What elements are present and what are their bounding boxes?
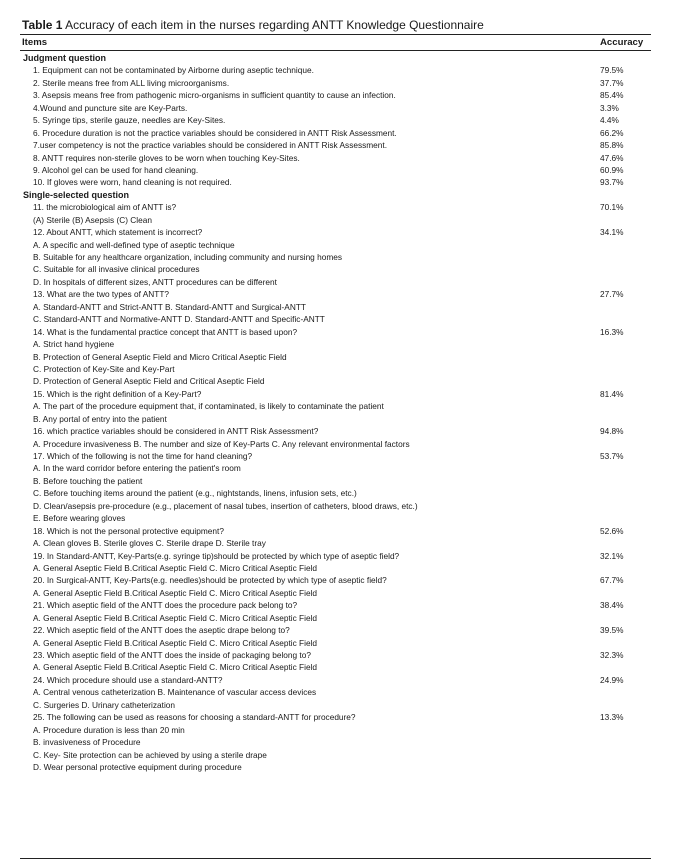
option-row (20, 400, 651, 412)
option-row (20, 661, 651, 673)
accuracy-value: 38.4% (600, 600, 624, 611)
question-text: 20. In Surgical-ANTT, Key-Parts(e.g. needles)should be protected by which type of aseptic field? (33, 575, 387, 586)
question-row (20, 550, 651, 562)
question-text: 4.Wound and puncture site are Key-Parts. (33, 102, 188, 113)
table-caption-text: Accuracy of each item in the nurses regarding ANTT Knowledge Questionnaire (65, 18, 484, 32)
question-text: 16. which practice variables should be considered in ANTT Risk Assessment? (33, 426, 319, 437)
option-row (20, 749, 651, 761)
option-text: A. General Aseptic Field B.Critical Aseptic Field C. Micro Critical Aseptic Field (33, 637, 318, 648)
question-text: 8. ANTT requires non-sterile gloves to be worn when touching Key-Sites. (33, 152, 300, 163)
accuracy-value: 13.3% (600, 712, 624, 723)
question-row (20, 64, 651, 76)
option-text: D. Clean/asepsis pre-procedure (e.g., placement of nasal tubes, insertion of catheters, blood draws, etc.) (33, 500, 418, 511)
question-row (20, 114, 651, 126)
question-row (20, 711, 651, 723)
option-row (20, 301, 651, 313)
question-text: 3. Asepsis means free from pathogenic micro-organisms in sufficient quantity to cause an infection. (33, 90, 396, 101)
option-row (20, 351, 651, 363)
option-row (20, 375, 651, 387)
option-text: A. A specific and well-defined type of aseptic technique (33, 239, 235, 250)
question-text: 14. What is the fundamental practice concept that ANTT is based upon? (33, 326, 298, 337)
question-text: 9. Alcohol gel can be used for hand cleaning. (33, 164, 199, 175)
question-text: 2. Sterile means free from ALL living microorganisms. (33, 77, 230, 88)
question-row (20, 649, 651, 661)
option-row (20, 761, 651, 773)
option-text: B. invasiveness of Procedure (33, 737, 141, 748)
bottom-rule (20, 858, 651, 859)
option-text: B. Protection of General Aseptic Field and Micro Critical Aseptic Field (33, 351, 287, 362)
accuracy-value: 60.9% (600, 164, 624, 175)
accuracy-value: 4.4% (600, 115, 619, 126)
option-text: A. The part of the procedure equipment that, if contaminated, is likely to contaminate the patient (33, 401, 384, 412)
question-row (20, 139, 651, 151)
question-text: 21. Which aseptic field of the ANTT does the procedure pack belong to? (33, 600, 298, 611)
option-row (20, 413, 651, 425)
accuracy-value: 67.7% (600, 575, 624, 586)
option-text: E. Before wearing gloves (33, 513, 126, 524)
question-row (20, 674, 651, 686)
option-text: A. General Aseptic Field B.Critical Aseptic Field C. Micro Critical Aseptic Field (33, 662, 318, 673)
option-row (20, 487, 651, 499)
option-text: D. Protection of General Aseptic Field and Critical Aseptic Field (33, 376, 265, 387)
question-text: 7.user competency is not the practice variables should be considered in ANTT Risk Assessment. (33, 140, 388, 151)
accuracy-value: 79.5% (600, 65, 624, 76)
question-row (20, 77, 651, 89)
option-row (20, 612, 651, 624)
table-body (20, 52, 651, 773)
option-text: A. Central venous catheterization B. Maintenance of vascular access devices (33, 687, 317, 698)
option-text: A. General Aseptic Field B.Critical Aseptic Field C. Micro Critical Aseptic Field (33, 562, 318, 573)
question-row (20, 89, 651, 101)
option-text: B. Before touching the patient (33, 475, 143, 486)
question-text: 18. Which is not the personal protective equipment? (33, 525, 224, 536)
question-text: 11. the microbiological aim of ANTT is? (33, 202, 177, 213)
question-row (20, 164, 651, 176)
question-text: 12. About ANTT, which statement is incorrect? (33, 227, 203, 238)
accuracy-value: 16.3% (600, 326, 624, 337)
question-row (20, 525, 651, 537)
option-text: D. In hospitals of different sizes, ANTT procedures can be different (33, 276, 277, 287)
option-text: C. Suitable for all invasive clinical procedures (33, 264, 200, 275)
accuracy-value: 24.9% (600, 674, 624, 685)
option-row (20, 276, 651, 288)
accuracy-value: 81.4% (600, 388, 624, 399)
option-row (20, 587, 651, 599)
question-row (20, 388, 651, 400)
question-row (20, 574, 651, 586)
accuracy-value: 93.7% (600, 177, 624, 188)
option-row (20, 500, 651, 512)
question-row (20, 326, 651, 338)
question-text: 25. The following can be used as reasons for choosing a standard-ANTT for procedure? (33, 712, 356, 723)
accuracy-value: 85.8% (600, 140, 624, 151)
option-row (20, 239, 651, 251)
option-row (20, 214, 651, 226)
accuracy-value: 39.5% (600, 625, 624, 636)
question-text: 13. What are the two types of ANTT? (33, 289, 170, 300)
question-row (20, 288, 651, 300)
option-row (20, 686, 651, 698)
question-text: 24. Which procedure should use a standard-ANTT? (33, 674, 223, 685)
table-caption-label: Table 1 (22, 18, 63, 32)
option-text: C. Standard-ANTT and Normative-ANTT D. Standard-ANTT and Specific-ANTT (33, 314, 325, 325)
question-row (20, 176, 651, 188)
option-row (20, 338, 651, 350)
question-row (20, 102, 651, 114)
option-text: B. Suitable for any healthcare organization, including community and nursing homes (33, 252, 343, 262)
question-row (20, 599, 651, 611)
accuracy-value: 85.4% (600, 90, 624, 101)
question-text: 22. Which aseptic field of the ANTT does the aseptic drape belong to? (33, 625, 290, 636)
accuracy-value: 66.2% (600, 127, 624, 138)
option-row (20, 637, 651, 649)
section-heading: Judgment question (23, 53, 106, 63)
question-text: 6. Procedure duration is not the practice variables should be considered in ANTT Risk Assessment. (33, 127, 397, 138)
option-text: A. Standard-ANTT and Strict-ANTT B. Standard-ANTT and Surgical-ANTT (33, 301, 306, 312)
table-caption (22, 18, 484, 32)
question-row (20, 201, 651, 213)
question-row (20, 425, 651, 437)
question-row (20, 127, 651, 139)
option-row (20, 363, 651, 375)
option-text: C. Before touching items around the patient (e.g., nightstands, linens, infusion sets, etc.) (33, 488, 357, 499)
option-row (20, 251, 651, 263)
option-text: A. General Aseptic Field B.Critical Aseptic Field C. Micro Critical Aseptic Field (33, 587, 318, 598)
option-text: A. In the ward corridor before entering the patient's room (33, 463, 241, 474)
option-row (20, 537, 651, 549)
accuracy-value: 37.7% (600, 77, 624, 88)
accuracy-value: 27.7% (600, 289, 624, 300)
option-row (20, 562, 651, 574)
accuracy-value: 70.1% (600, 202, 624, 213)
accuracy-value: 94.8% (600, 426, 624, 437)
option-text: A. Procedure duration is less than 20 min (33, 724, 185, 735)
accuracy-value: 3.3% (600, 102, 619, 113)
top-rule (20, 34, 651, 35)
header-rule (20, 50, 651, 51)
question-row (20, 450, 651, 462)
option-row (20, 736, 651, 748)
option-text: C. Protection of Key-Site and Key-Part (33, 363, 175, 374)
option-text: D. Wear personal protective equipment during procedure (33, 761, 242, 772)
question-row (20, 152, 651, 164)
question-text: 23. Which aseptic field of the ANTT does the inside of packaging belong to? (33, 650, 311, 660)
option-row (20, 313, 651, 325)
accuracy-value: 32.3% (600, 650, 624, 660)
option-text: A. General Aseptic Field B.Critical Aseptic Field C. Micro Critical Aseptic Field (33, 612, 318, 623)
header-accuracy: Accuracy (600, 37, 644, 48)
question-row (20, 624, 651, 636)
option-text: C. Key- Site protection can be achieved by using a sterile drape (33, 749, 267, 760)
option-text: B. Any portal of entry into the patient (33, 413, 167, 424)
section-heading: Single-selected question (23, 189, 130, 200)
accuracy-value: 32.1% (600, 550, 624, 561)
option-row (20, 724, 651, 736)
accuracy-value: 53.7% (600, 451, 624, 461)
question-row (20, 226, 651, 238)
option-row (20, 475, 651, 487)
option-text: A. Clean gloves B. Sterile gloves C. Sterile drape D. Sterile tray (33, 538, 266, 549)
option-row (20, 438, 651, 450)
question-text: 5. Syringe tips, sterile gauze, needles are Key-Sites. (33, 115, 226, 126)
accuracy-value: 47.6% (600, 152, 624, 163)
header-items: Items (22, 37, 48, 48)
option-row (20, 462, 651, 474)
option-text: C. Surgeries D. Urinary catheterization (33, 699, 176, 710)
option-row (20, 263, 651, 275)
accuracy-value: 52.6% (600, 525, 624, 536)
question-text: 10. If gloves were worn, hand cleaning is not required. (33, 177, 232, 188)
question-text: 1. Equipment can not be contaminated by Airborne during aseptic technique. (33, 65, 314, 76)
question-text: 15. Which is the right definition of a Key-Part? (33, 388, 202, 399)
option-text: A. Strict hand hygiene (33, 339, 115, 350)
option-row (20, 699, 651, 711)
option-text: (A) Sterile (B) Asepsis (C) Clean (33, 214, 152, 225)
question-text: 19. In Standard-ANTT, Key-Parts(e.g. syringe tip)should be protected by which type of aseptic field? (33, 550, 400, 561)
option-text: A. Procedure invasiveness B. The number and size of Key-Parts C. Any relevant environmental factors (33, 438, 410, 449)
question-text: 17. Which of the following is not the time for hand cleaning? (33, 451, 253, 461)
accuracy-value: 34.1% (600, 227, 624, 238)
option-row (20, 512, 651, 524)
